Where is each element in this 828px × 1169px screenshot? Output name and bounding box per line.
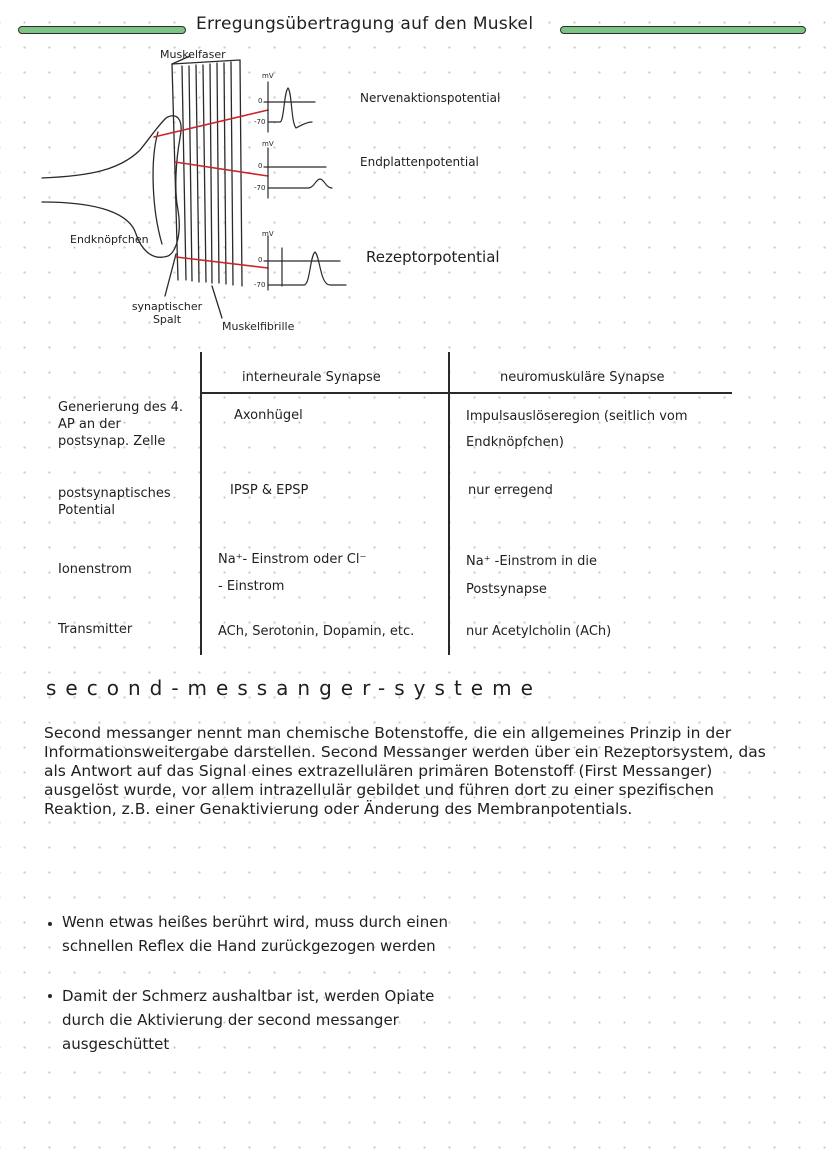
- cell-inter-potential: IPSP & EPSP: [230, 483, 309, 498]
- table-header-interneural: interneurale Synapse: [242, 370, 381, 385]
- title-highlight-right: [560, 26, 806, 34]
- cell-inter-generierung: Axonhügel: [234, 408, 303, 423]
- row-label-potential: postsynaptisches Potential: [58, 486, 171, 518]
- paragraph-second-messanger: Second messanger nennt man chemische Botenstoffe, die ein allgemeines Prinzip in der Informationsweitergabe darstellen. Second Messanger werden über ein Rezeptorsystem, das als Antwort auf das Signal eines extrazellulären primären Botenstoff (First Messanger) ausgelöst wurde, vor allem intrazellulär gebildet und führen dort zu einer spezifischen Reaktion, z.B. einer Genaktivierung oder Änderung des Membranpotentials.: [44, 724, 766, 818]
- label-muskelfibrille: Muskelfibrille: [222, 320, 295, 333]
- cell-inter-transmitter: ACh, Serotonin, Dopamin, etc.: [218, 624, 415, 639]
- title-highlight-left: [18, 26, 186, 34]
- row-label-ionenstrom: Ionenstrom: [58, 562, 132, 577]
- graph2-zero: 0: [258, 162, 263, 170]
- label-endplattenpotential: Endplattenpotential: [360, 155, 479, 169]
- bullet-opiate: Damit der Schmerz aushaltbar ist, werden Opiate durch die Aktivierung der second messanger ausgeschüttet: [62, 987, 435, 1053]
- bullet-dot-1: [48, 922, 52, 926]
- row-label-transmitter: Transmitter: [58, 622, 133, 637]
- table-header-rule: [200, 392, 732, 394]
- graph3-neg: -70: [254, 281, 266, 289]
- cell-inter-ionenstrom: Na⁺- Einstrom oder Cl⁻ - Einstrom: [218, 552, 367, 594]
- graph3-zero: 0: [258, 256, 263, 264]
- graph2-unit: mV: [262, 140, 274, 148]
- label-muskelfaser: Muskelfaser: [160, 48, 226, 61]
- cell-neuro-generierung: Impulsauslöseregion (seitlich vom Endknöpfchen): [466, 409, 688, 450]
- cell-neuro-ionenstrom: Na⁺ -Einstrom in die Postsynapse: [466, 554, 597, 597]
- graph1-zero: 0: [258, 97, 263, 105]
- label-synaptischer-spalt: synaptischer Spalt: [131, 300, 203, 326]
- table-header-neuromuscular: neuromuskuläre Synapse: [500, 370, 665, 385]
- table-vline-right: [448, 352, 450, 655]
- graph2-neg: -70: [254, 184, 266, 192]
- label-nervenaktionspotential: Nervenaktionspotential: [360, 91, 501, 105]
- row-label-generierung: Generierung des 4. AP an der postsynap. Zelle: [58, 400, 184, 449]
- cell-neuro-potential: nur erregend: [468, 483, 553, 498]
- cell-neuro-transmitter: nur Acetylcholin (ACh): [466, 624, 612, 639]
- label-rezeptorpotential: Rezeptorpotential: [366, 248, 500, 266]
- graph1-neg: -70: [254, 118, 266, 126]
- bullet-dot-2: [48, 994, 52, 998]
- graph3-unit: mV: [262, 230, 274, 238]
- bullet-reflex: Wenn etwas heißes berührt wird, muss durch einen schnellen Reflex die Hand zurückgezogen werden: [62, 913, 448, 955]
- label-endknoepfchen: Endknöpfchen: [70, 233, 149, 246]
- graph1-unit: mV: [262, 72, 274, 80]
- table-vline-left: [200, 352, 202, 655]
- section-title: second-messanger-systeme: [46, 676, 542, 700]
- page-title: Erregungsübertragung auf den Muskel: [196, 14, 534, 34]
